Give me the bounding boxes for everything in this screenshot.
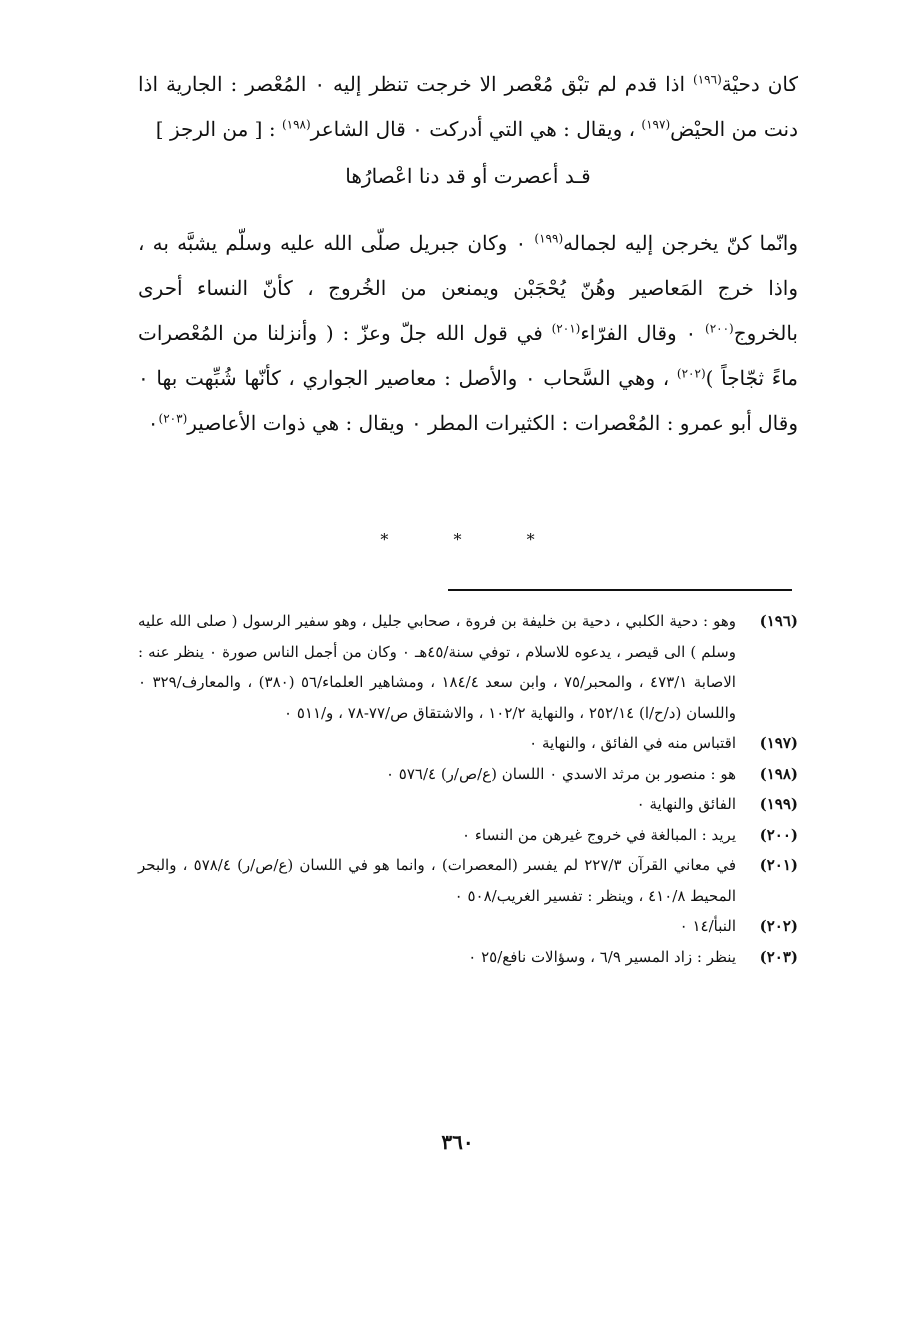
footnote-text: في معاني القرآن ٢٢٧/٣ لم يفسر (المعصرات) ، وانما هو في اللسان (ع/ص/ر) ٥٧٨/٤ ، والبحر المحيط ٤١٠/٨ ، وينظر : تفسير الغريب/٥٠٨ ٠	[138, 856, 736, 905]
verse-line: قـد أعصرت أو قد دنا اعْصارُها	[345, 164, 591, 188]
footnote-number: (١٩٨)	[759, 764, 798, 783]
text-run: كان دحيْة	[721, 72, 799, 96]
footnote-item	[138, 911, 798, 942]
footnote-ref[interactable]: (٢٠٠)	[705, 321, 734, 336]
page-number: ٣٦٠	[441, 1130, 474, 1154]
footnote-text: النبأ/١٤ ٠	[679, 917, 736, 935]
footnote-ref[interactable]: (١٩٨)	[281, 117, 311, 132]
footnote-text: هو : منصور بن مرثد الاسدي ٠ اللسان (ع/ص/ر) ٥٧٦/٤ ٠	[385, 764, 736, 783]
text-run: اذا قدم لم تبْق مُعْصر الا خرجت تنظر إليه ٠	[314, 72, 694, 96]
footnote-item	[138, 850, 798, 911]
text-run: وانّما كنّ يخرجن إليه لجماله	[563, 231, 798, 255]
text-run: ، وهي السَّحاب ٠ والأصل : معاصير الجواري ، كأنّها شُبِّهت بها ٠ وقال أبو عمرو : المُعْصرات : الكثيرات المطر ٠ ويقال : هي ذوات الأعاصير	[138, 366, 798, 435]
footnote-text: يريد : المبالغة في خروج غيرهن من النساء ٠	[462, 825, 736, 844]
footnote-ref[interactable]: (١٩٦)	[693, 72, 722, 87]
text-run: في قول الله جلّ وعزّ : ( وأنزلنا من المُعْصرات ماءً ثجّاجاً )	[138, 321, 798, 390]
footnote-number: (١٩٦)	[759, 612, 798, 630]
footnote-ref[interactable]: (١٩٧)	[641, 117, 671, 132]
footnote-text: ينظر : زاد المسير ٦/٩ ، وسؤالات نافع/٢٥ ٠	[468, 947, 736, 966]
section-divider-stars	[0, 530, 915, 549]
footnote-ref[interactable]: (٢٠١)	[551, 321, 581, 336]
paragraph-1	[138, 62, 798, 152]
text-run: ٠ وقال الفرّاء	[580, 321, 706, 345]
footnote-text: وهو : دحية الكلبي ، دحية بن خليفة بن فروة ، صحابي جليل ، وهو سفير الرسول ( صلى الله عليه وسلم ) الى قيصر ، يدعوه للاسلام ، توفي سنة/٤٥هـ ٠ وكان من أجمل الناس صورة ٠ ينظر عنه : الاصابة ٤٧٣/١ ، والمحبر/٧٥ ، وابن سعد ١٨٤/٤ ، ومشاهير العلماء/٥٦ (٣٨٠) ، والمعارف/٣٢٩ ٠ واللسان (د/ح/ا) ٢٥٢/١٤ ، والنهاية ١٠٢/٢ ، والاشتقاق ص/٧٧-٧٨ ، و/٥١١ ٠	[138, 612, 736, 722]
footnote-ref[interactable]: (٢٠٣)	[158, 411, 188, 426]
main-text	[138, 62, 798, 446]
footnote-ref[interactable]: (١٩٩)	[534, 231, 564, 246]
star-icon: *	[526, 530, 535, 549]
footnote-number: (١٩٩)	[759, 795, 798, 813]
text-run: المُعْصر : الجارية اذا دنت من الحيْض	[138, 72, 798, 141]
paragraph-2	[138, 221, 798, 446]
text-run: : [ من الرجز ]	[155, 117, 282, 141]
footnote-item	[138, 789, 798, 820]
footnote-number: (٢٠١)	[759, 856, 798, 874]
footnote-number: (١٩٧)	[759, 734, 798, 752]
footnote-item	[138, 728, 798, 759]
footnote-number: (٢٠٣)	[759, 947, 798, 966]
text-run: ٠ وكان جبريل صلّى الله عليه وسلّم يشبَّه به ، واذا خرج المَعاصير وهُنّ يُحْجَبْن ويمنعن من الخُروج ، كأنّ النساء أحرى بالخروج	[138, 231, 799, 345]
star-icon: *	[453, 530, 462, 549]
text-run: أدركت ٠ قال الشاعر	[310, 117, 483, 141]
footnote-text: اقتباس منه في الفائق ، والنهاية ٠	[529, 734, 736, 752]
footnote-separator	[448, 589, 792, 591]
footnote-number: (٢٠٠)	[759, 825, 798, 844]
footnote-number: (٢٠٢)	[759, 917, 798, 935]
footnote-item	[138, 759, 798, 790]
footnote-text: الفائق والنهاية ٠	[636, 795, 736, 813]
footnote-ref[interactable]: (٢٠٢)	[676, 366, 706, 381]
footnote-item	[138, 606, 798, 728]
footnotes	[138, 606, 798, 972]
text-run: ، ويقال : هي التي	[488, 117, 642, 141]
star-icon: *	[380, 530, 389, 549]
footnote-item	[138, 942, 798, 973]
text-run: ٠	[147, 411, 159, 435]
footnote-item	[138, 820, 798, 851]
